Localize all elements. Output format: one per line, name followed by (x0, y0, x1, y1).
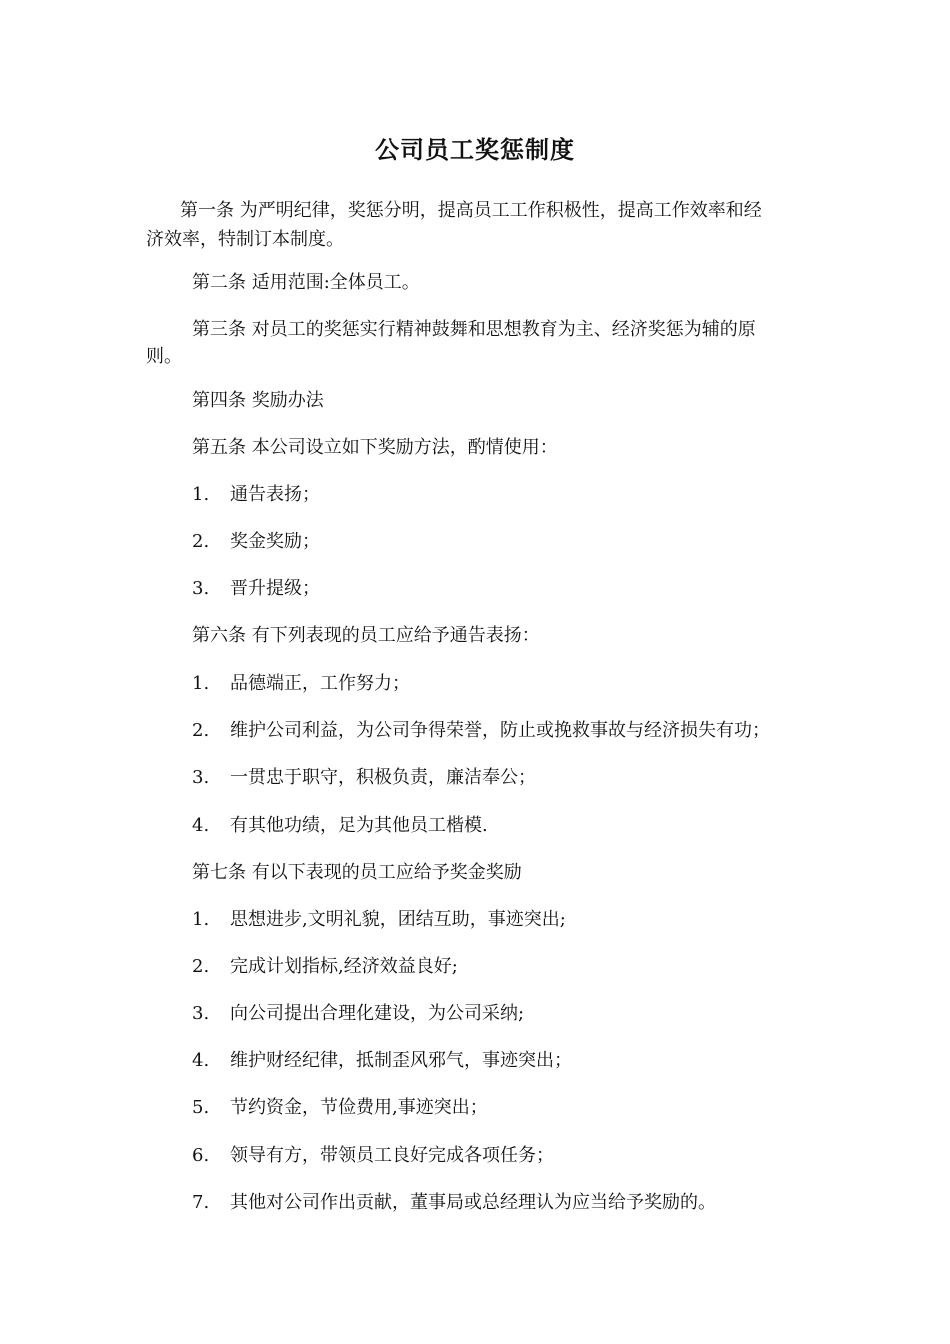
article-7-label: 第七条 (192, 862, 246, 883)
article-1-label: 第一条 (180, 200, 234, 221)
article-4-text: 奖励办法 (251, 390, 324, 411)
list-item-text: 节约资金，节俭费用,事迹突出； (230, 1097, 488, 1118)
list-item-text: 一贯忠于职守，积极负责，廉洁奉公； (230, 767, 536, 788)
article-6 (192, 621, 540, 650)
article-1-text-line1: 为严明纪律，奖惩分明，提高员工工作积极性，提高工作效率和经 (239, 200, 762, 221)
list-item-text: 晋升提级； (230, 578, 320, 599)
list-item-text: 向公司提出合理化建设，为公司采纳; (230, 1003, 525, 1024)
list-item (192, 1093, 488, 1122)
list-item-number: 3. (192, 578, 210, 599)
list-item (192, 1141, 554, 1170)
list-item-text: 奖金奖励； (230, 531, 320, 552)
list-item (192, 999, 524, 1028)
article-3-continuation: 则。 (146, 346, 182, 367)
list-item-text: 维护公司利益，为公司争得荣誉，防止或挽救事故与经济损失有功； (230, 720, 770, 741)
list-item-number: 2. (192, 720, 210, 741)
list-item-text: 其他对公司作出贡献，董事局或总经理认为应当给予奖励的。 (230, 1192, 716, 1213)
list-item-text: 思想进步,文明礼貌，团结互助，事迹突出; (230, 909, 566, 930)
list-item-number: 2. (192, 531, 210, 552)
article-3-text-line1: 对员工的奖惩实行精神鼓舞和思想教育为主、经济奖惩为辅的原 (251, 319, 756, 340)
article-3-label: 第三条 (192, 319, 246, 340)
article-6-text: 有下列表现的员工应给予通告表扬： (251, 625, 540, 646)
list-item-text: 品德端正，工作努力； (230, 673, 410, 694)
article-2-label: 第二条 (192, 272, 246, 293)
article-5-label: 第五条 (192, 437, 246, 458)
list-item (192, 574, 320, 603)
list-item-text: 完成计划指标,经济效益良好; (230, 956, 458, 977)
article-5 (192, 433, 558, 462)
list-item (192, 480, 320, 509)
list-item-text: 领导有方，带领员工良好完成各项任务； (230, 1145, 554, 1166)
article-7 (192, 858, 522, 887)
list-item-number: 4. (192, 1050, 210, 1071)
article-2 (192, 268, 420, 297)
list-item (192, 763, 536, 792)
list-item (192, 811, 488, 840)
list-item-number: 3. (192, 767, 210, 788)
list-item-number: 4. (192, 815, 210, 836)
document-title: 公司员工奖惩制度 (375, 135, 575, 164)
article-7-text: 有以下表现的员工应给予奖金奖励 (251, 862, 522, 883)
list-item (192, 716, 770, 745)
list-item (192, 1046, 572, 1075)
list-item (192, 905, 566, 934)
article-6-label: 第六条 (192, 625, 246, 646)
list-item-number: 1. (192, 484, 210, 505)
article-1-continuation: 济效率，特制订本制度。 (146, 229, 344, 250)
article-1 (146, 196, 762, 225)
article-4-label: 第四条 (192, 390, 246, 411)
list-item-text: 有其他功绩，足为其他员工楷模. (230, 815, 488, 836)
list-item-number: 5. (192, 1097, 210, 1118)
list-item-number: 3. (192, 1003, 210, 1024)
list-item-number: 6. (192, 1145, 210, 1166)
list-item-number: 7. (192, 1192, 210, 1213)
article-3 (192, 315, 756, 344)
article-5-text: 本公司设立如下奖励方法，酌情使用： (251, 437, 558, 458)
list-item-number: 1. (192, 909, 210, 930)
list-item (192, 952, 458, 981)
list-item-text: 通告表扬； (230, 484, 320, 505)
article-2-text: 适用范围:全体员工。 (251, 272, 420, 293)
list-item-text: 维护财经纪律，抵制歪风邪气，事迹突出； (230, 1050, 572, 1071)
list-item-number: 2. (192, 956, 210, 977)
article-4 (192, 386, 324, 415)
list-item-number: 1. (192, 673, 210, 694)
list-item (192, 669, 410, 698)
list-item (192, 1188, 716, 1217)
list-item (192, 527, 320, 556)
